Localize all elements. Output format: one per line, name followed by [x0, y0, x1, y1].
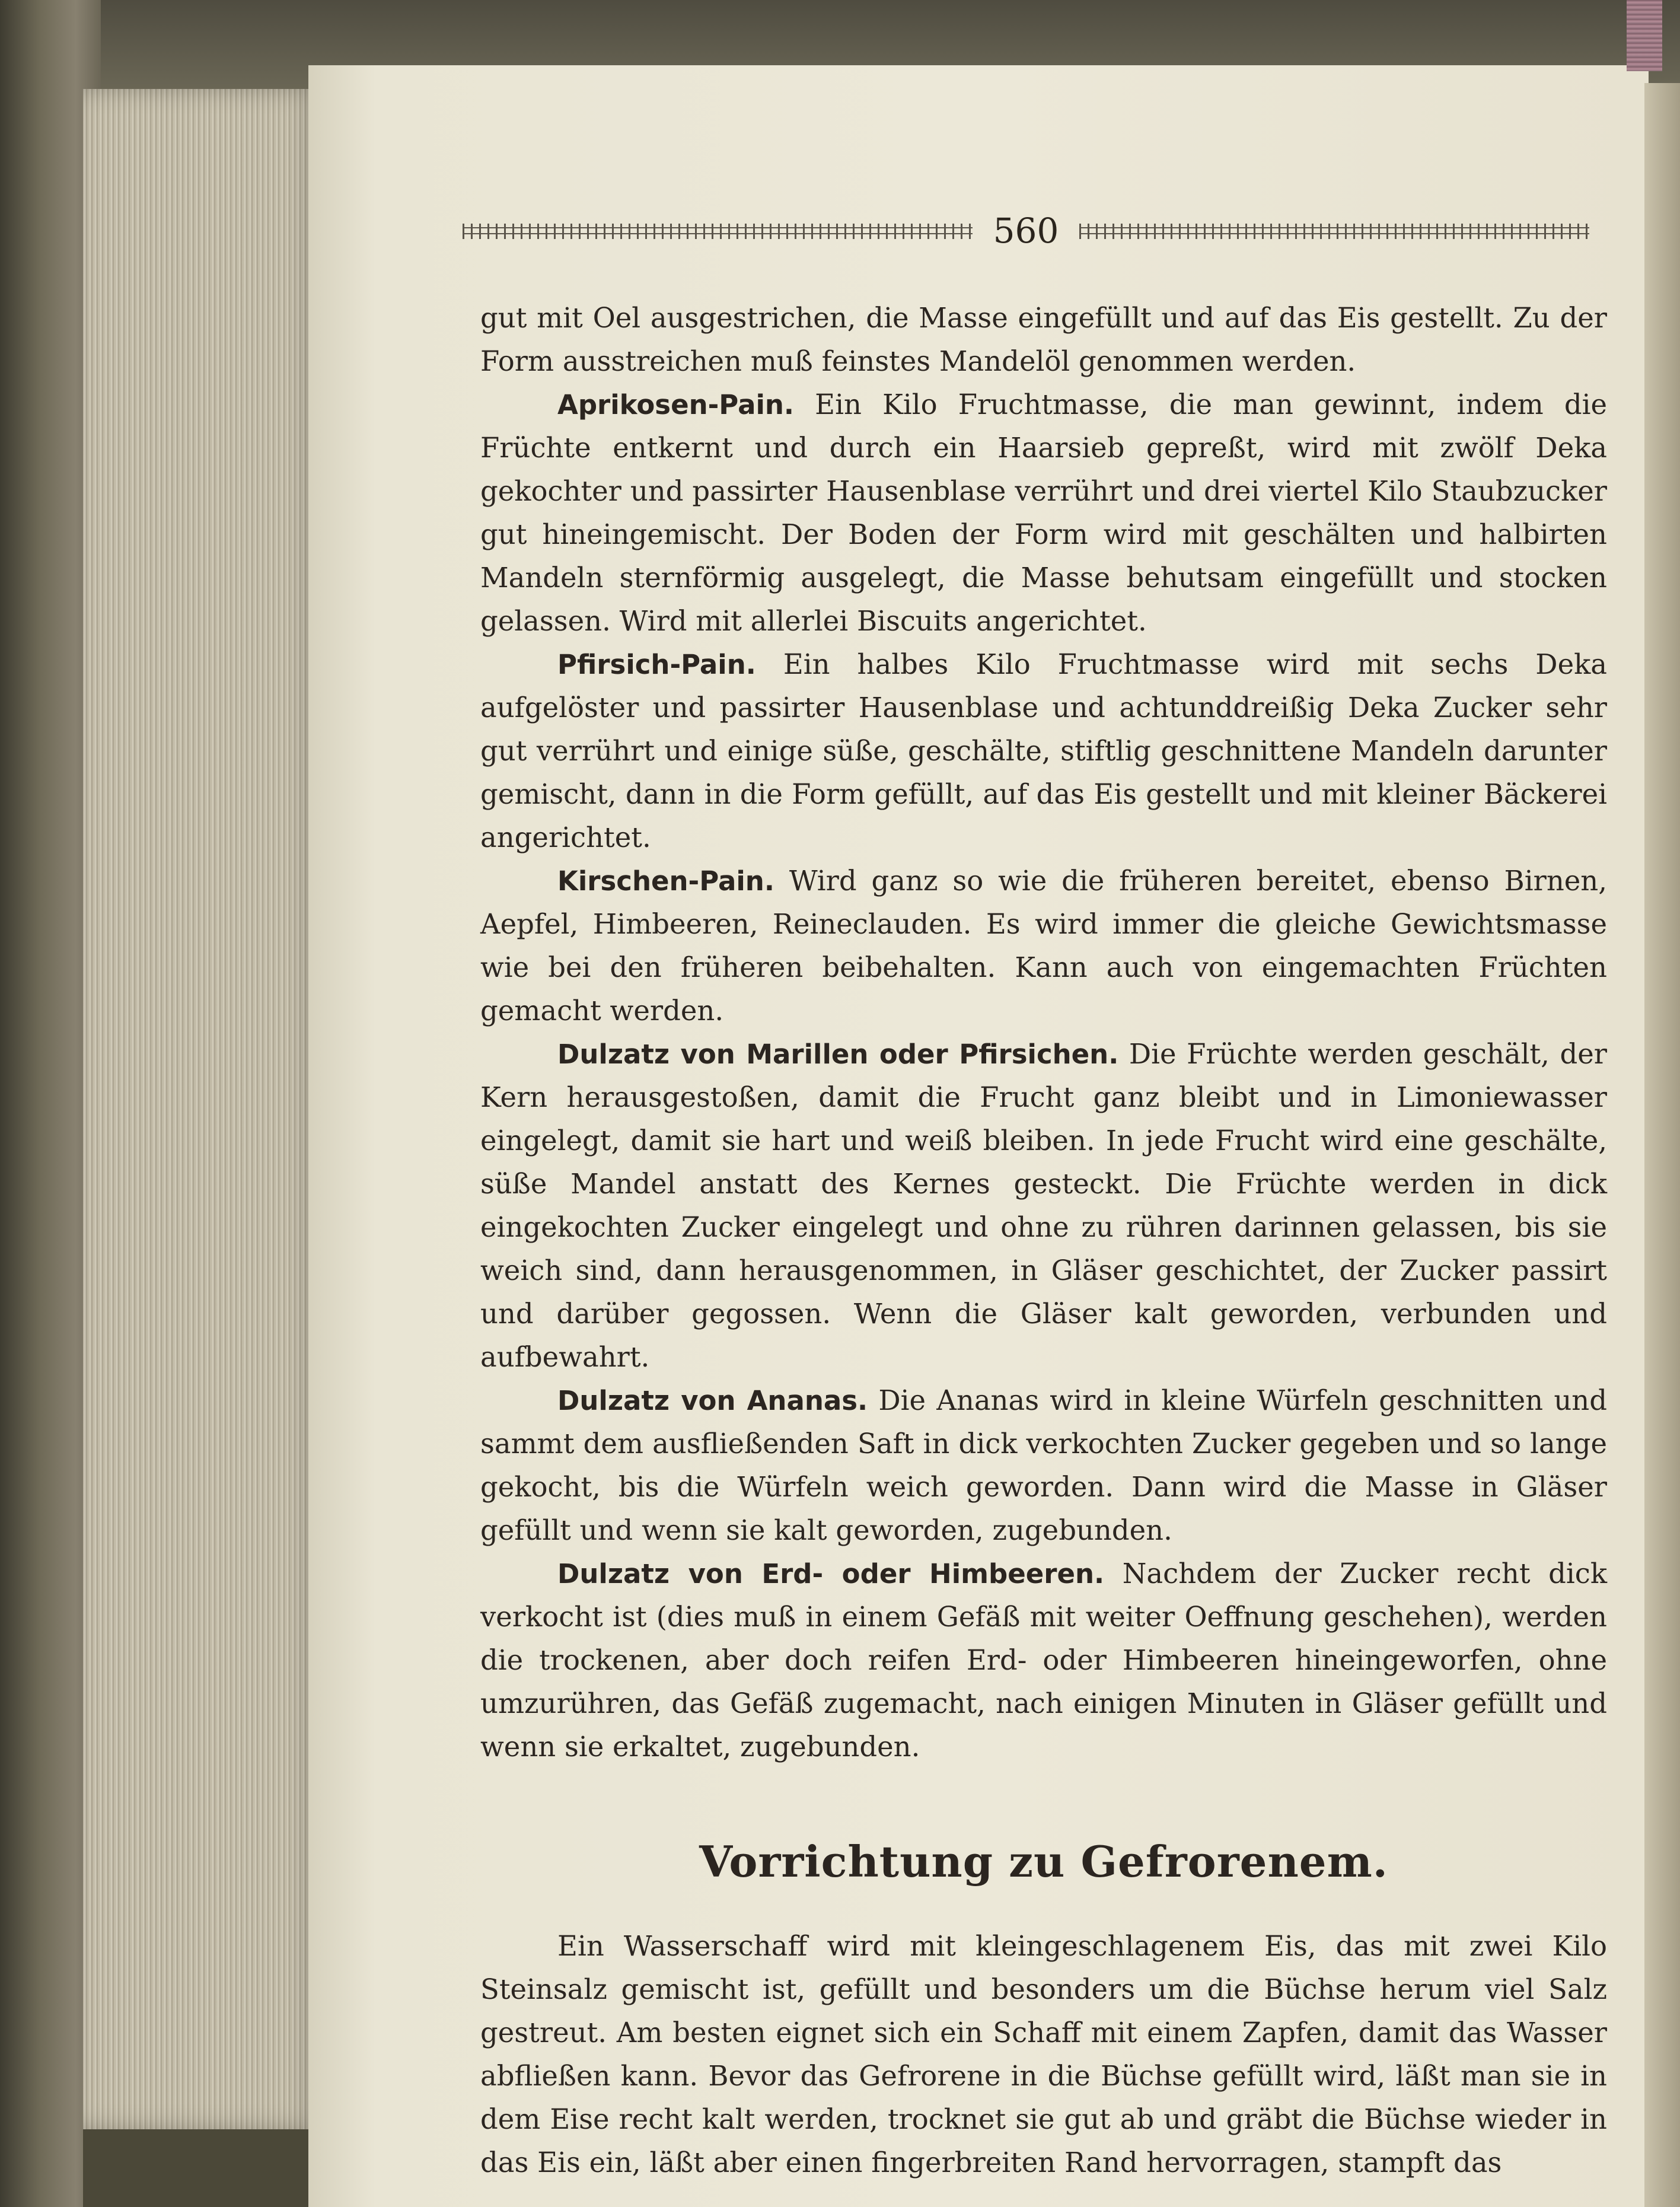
next-page-edge [1644, 83, 1680, 2207]
page-number: 560 [993, 211, 1059, 251]
recipe-paragraph [480, 643, 1607, 859]
recipe-text: Ein Kilo Fruchtmasse, die man gewinnt, indem die Früchte entkernt und durch ein Haarsieb gepreßt, wird mit zwölf Deka gekochter und passirter Hausenblase verrührt und drei viertel Kilo Staubzucker gut hineingemischt. Der Boden der Form wird mit geschälten und halbirten Mandeln sternförmig ausgelegt, die Masse behutsam eingefüllt und stocken gelassen. Wird mit allerlei Biscuits angerichtet. [480, 388, 1608, 637]
page-body [480, 297, 1607, 2184]
recipe-heading: Dulzatz von Ananas. [557, 1385, 868, 1416]
recipe-paragraph [480, 1033, 1607, 1379]
recipe-paragraph [480, 1379, 1607, 1552]
recipe-paragraph [480, 383, 1607, 643]
paragraph-text: gut mit Oel ausgestrichen, die Masse eingefüllt und auf das Eis gestellt. Zu der Form ausstreichen muß feinstes Mandelöl genommen werden. [480, 302, 1607, 377]
recipe-heading: Pfirsich-Pain. [557, 649, 756, 680]
recipe-paragraph [480, 859, 1607, 1033]
recipe-text: Die Früchte werden geschält, der Kern herausgestoßen, damit die Frucht ganz bleibt und in Limoniewasser eingelegt, damit sie hart und weiß bleiben. In jede Frucht wird eine geschälte, süße Mandel anstatt des Kernes gesteckt. Die Früchte werden in dick eingekochten Zucker eingelegt und ohne zu rühren darinnen gelassen, bis sie weich sind, dann herausgenommen, in Gläser geschichtet, der Zucker passirt und darüber gegossen. Wenn die Gläser kalt geworden, verbunden und aufbewahrt. [480, 1038, 1607, 1373]
recipe-paragraph [480, 1552, 1607, 1769]
recipe-text: Wird ganz so wie die früheren bereitet, ebenso Birnen, Aepfel, Himbeeren, Reineclauden. Es wird immer die gleiche Gewichtsmasse wie bei den früheren beibehalten. Kann auch von eingemachten Früchten gemacht werden. [480, 865, 1608, 1027]
recipe-heading: Dulzatz von Marillen oder Pfirsichen. [557, 1039, 1119, 1070]
ornament-right [1079, 224, 1589, 239]
page-header [463, 211, 1589, 252]
recipe-heading: Kirschen-Pain. [557, 865, 774, 897]
recipe-text: Nachdem der Zucker recht dick verkocht ist (dies muß in einem Gefäß mit weiter Oeffnung geschehen), werden die trockenen, aber doch reifen Erd- oder Himbeeren hineingeworfen, ohne umzurühren, das Gefäß zugemacht, nach einigen Minuten in Gläser gefüllt und wenn sie erkaltet, zugebunden. [480, 1558, 1607, 1763]
page-stack [83, 89, 320, 2129]
ornament-left [463, 224, 973, 239]
paragraph [480, 297, 1607, 383]
recipe-text: Ein halbes Kilo Fruchtmasse wird mit sechs Deka aufgelöster und passirter Hausenblase und achtunddreißig Deka Zucker sehr gut verrührt und einige süße, geschälte, stiftlig geschnittene Mandeln darunter gemischt, dann in die Form gefüllt, auf das Eis gestellt und mit kleiner Bäckerei angerichtet. [480, 648, 1607, 853]
bookmark-ribbon [1627, 0, 1662, 71]
recipe-heading: Aprikosen-Pain. [557, 389, 795, 421]
recipe-text: Die Ananas wird in kleine Würfeln geschnitten und sammt dem ausfließenden Saft in dick verkochten Zucker gegeben und so lange gekocht, bis die Würfeln weich geworden. Dann wird die Masse in Gläser gefüllt und wenn sie kalt geworden, zugebunden. [480, 1384, 1607, 1546]
section-title: Vorrichtung zu Gefrorenem. [699, 1836, 1388, 1887]
recipe-heading: Dulzatz von Erd- oder Himbeeren. [557, 1558, 1105, 1590]
section-paragraph: Ein Wasserschaff wird mit kleingeschlagenem Eis, das mit zwei Kilo Steinsalz gemischt ist, gefüllt und besonders um die Büchse herum viel Salz gestreut. Am besten eignet sich ein Schaff mit einem Zapfen, damit das Wasser abfließen kann. Bevor das Gefrorene in die Büchse gefüllt wird, läßt man sie in dem Eise recht kalt werden, trocknet sie gut ab und gräbt die Büchse wieder in das Eis ein, läßt aber einen fingerbreiten Rand hervorragen, stampft das [480, 1930, 1607, 2179]
book-bottom-shadow [83, 2129, 320, 2207]
